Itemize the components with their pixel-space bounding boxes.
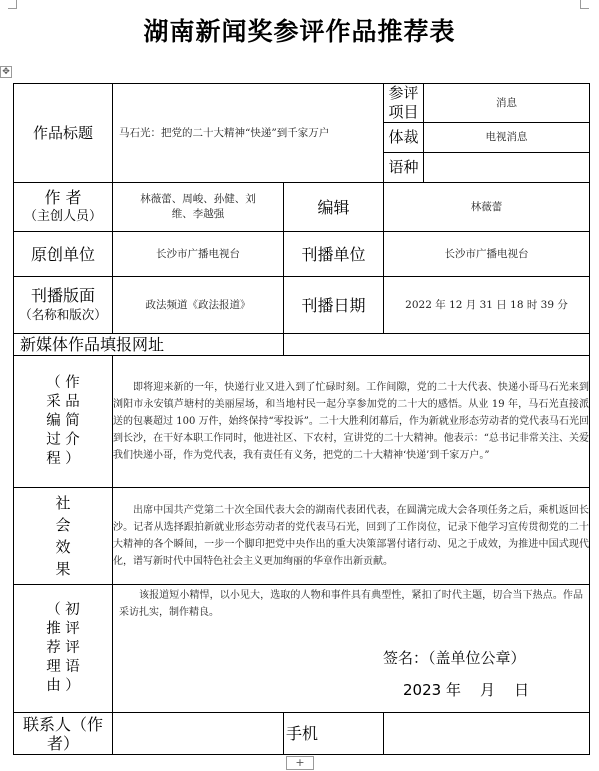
award-item-value[interactable]: 消息 [424, 84, 590, 123]
publish-date-value[interactable]: 2022 年 12 月 31 日 18 时 39 分 [384, 277, 590, 334]
genre-value[interactable]: 电视消息 [424, 123, 590, 153]
language-label: 语种 [384, 153, 424, 183]
publish-page-value[interactable]: 政法频道《政法报道》 [113, 277, 284, 334]
contact-value[interactable] [113, 713, 284, 755]
effect-label [14, 488, 113, 585]
work-title-value[interactable]: 马石光：把党的二十大精神“快递”到千家万户 [113, 84, 384, 183]
publish-page-label [14, 277, 113, 334]
add-row-icon[interactable]: + [286, 756, 314, 770]
effect-text[interactable]: 出席中国共产党第二十次全国代表大会的湖南代表团代表，在圆满完成大会各项任务之后，乘机返回长沙。记者从选择跟拍新就业形态劳动者的党代表马石光，回到了工作岗位，记录下他学习宣传贯彻党的二十大精神的各个瞬间，一步一个脚印把党中央作出的重大决策部署付诸行动、见之于成效，为推进中国式现代化，谱写新时代中国特色社会主义更加绚丽的华章作出新贡献。 [113, 488, 590, 585]
intro-label-text: （ 作采 品编 简过 介程 ） [46, 375, 80, 467]
publish-date-label: 刊播日期 [284, 277, 384, 334]
intro-label [14, 356, 113, 488]
contact-label: 联系人（作者） [14, 713, 113, 755]
genre-label: 体裁 [384, 123, 424, 153]
work-title-label: 作品标题 [14, 84, 113, 183]
author-label-line1: 作 者 [44, 188, 82, 207]
author-label [14, 183, 113, 232]
editor-label: 编辑 [284, 183, 384, 232]
page-title: 湖南新闻奖参评作品推荐表 [143, 17, 456, 46]
author-label-line2: （主创人员） [23, 209, 102, 224]
authors-value[interactable]: 林薇蕾、周峻、孙健、刘维、李越强 [113, 183, 284, 232]
new-media-url-value[interactable] [284, 334, 590, 356]
language-value[interactable] [424, 153, 590, 183]
new-media-url-label: 新媒体作品填报网址 [14, 334, 284, 356]
intro-text[interactable]: 即将迎来新的一年，快递行业又进入到了忙碌时刻。工作间隙，党的二十大代表、快递小哥马石光来到浏阳市永安镇芦塘村的美丽屋场，和当地村民一起分享参加党的二十大的感悟。从业 19 年，马石光直接派送的包裹超过 100 万件，始终保持“零投诉”。二十大胜利闭幕后，作为新就业形态劳动者的党代表马石光回到长沙，在干好本职工作同时，他进社区、下农村，宣讲党的二十大精神。他表示：“总书记非常关注、关爱我们快递小哥，作为党代表，我有责任有义务，把党的二十大精神‘快递’到千家万户。” [113, 356, 590, 488]
table-move-handle-icon[interactable]: ✥ [0, 66, 12, 78]
publish-page-label-line2: （名称和版次） [19, 307, 107, 322]
corner-mark-top-left [8, 0, 17, 9]
recommendation-form-table [13, 83, 590, 755]
corner-mark-top-right [580, 0, 589, 9]
recommend-text[interactable]: 该报道短小精悍，以小见大，选取的人物和事件具有典型性，紧扣了时代主题，切合当下热点。作品采访扎实，制作精良。 [119, 590, 584, 618]
date-line: 2023 年 月 日 [403, 681, 530, 699]
origin-unit-value[interactable]: 长沙市广播电视台 [113, 232, 284, 277]
award-item-label: 参评项目 [384, 84, 424, 123]
publish-page-label-line1: 刊播版面 [30, 286, 95, 305]
recommend-cell [113, 585, 590, 713]
publish-unit-value[interactable]: 长沙市广播电视台 [384, 232, 590, 277]
editor-value[interactable]: 林薇蕾 [384, 183, 590, 232]
recommend-label [14, 585, 113, 713]
publish-unit-label: 刊播单位 [284, 232, 384, 277]
effect-label-text: 社 会 效 果 [55, 494, 71, 578]
recommend-label-text: （ 初推 评荐 评理 语由 ） [46, 602, 80, 694]
phone-value[interactable] [384, 713, 590, 755]
phone-label: 手机 [284, 713, 384, 755]
signature-line: 签名：（盖单位公章） [383, 649, 526, 667]
origin-unit-label: 原创单位 [14, 232, 113, 277]
